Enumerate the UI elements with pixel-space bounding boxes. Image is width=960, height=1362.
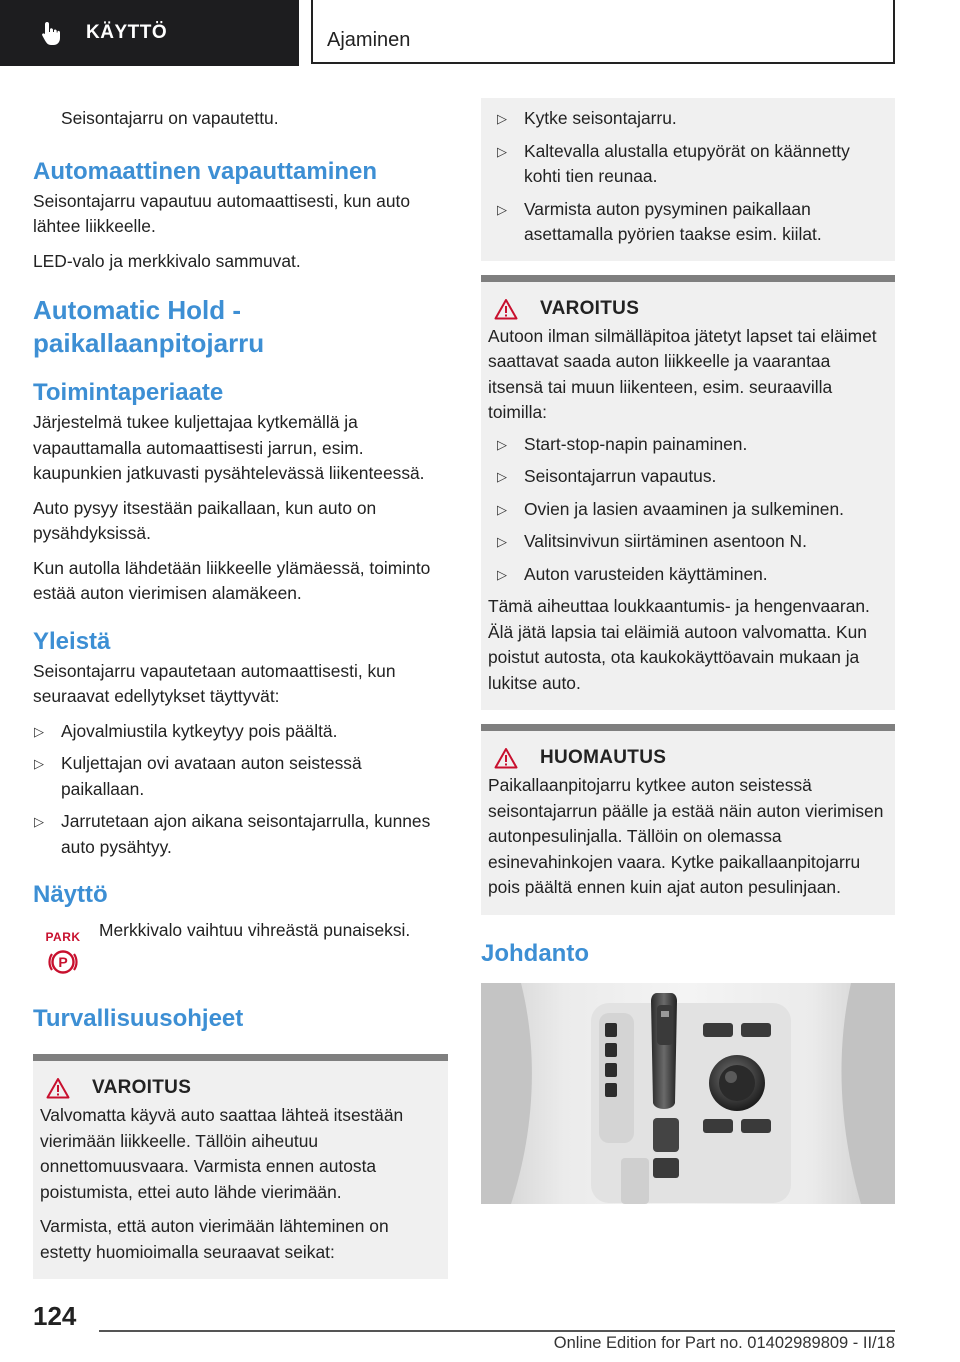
precautions-list xyxy=(496,106,887,248)
paragraph: Autoon ilman silmälläpitoa jätetyt lapset tai eläimet saattavat saada auton liikkeelle ja vaarantaa itsensä tai muun liikenteen, esim. seuraavilla toimilla: xyxy=(488,325,877,422)
paragraph: Seisontajarru vapautetaan automaattisesti, kun seuraavat edellytykset täyttyvät: xyxy=(33,660,396,706)
triangle-right-icon: ▷ xyxy=(497,436,507,452)
list-item: ▷ Varmista auton pysyminen paikallaan asettamalla pyörien taakse esim. kiilat. xyxy=(497,198,822,244)
heading-display: Näyttö xyxy=(33,881,108,908)
center-console-photo xyxy=(481,983,895,1204)
right-column xyxy=(481,98,895,1204)
warning-title: VAROITUS xyxy=(540,297,640,319)
heading-auto-release: Automaattinen vapauttaminen xyxy=(33,157,378,185)
heading-line: Automatic Hold - xyxy=(33,295,241,325)
triangle-right-icon: ▷ xyxy=(497,534,507,549)
heading-intro: Johdanto xyxy=(481,939,589,967)
warning-header xyxy=(40,1077,440,1099)
chapter-header xyxy=(311,0,895,64)
display-text: Merkkivalo vaihtuu vihreästä punaiseksi. xyxy=(99,920,411,940)
heading-safety: Turvallisuusohjeet xyxy=(33,1005,244,1032)
paragraph: Paikallaanpitojarru kytkee auton seistessä seisontajarrun päälle ja estää näin auton vierimisen autonpesulinjalla. Tällöin on olemassa esinevahinkojen vaara. Kytke paikallaanpitojarru pois päältä ennen kuin ajat auton pesulinjaan. xyxy=(488,775,884,897)
paragraph: Tämä aiheuttaa loukkaantumis- ja hengenvaaran. Älä jätä lapsia tai eläimiä autoon valvomatta. Kun poistut autosta, ota kaukokäyttöavain mukaan ja lukitse auto. xyxy=(488,596,870,693)
list-item: ▷ Start-stop-napin painaminen. xyxy=(496,432,887,458)
triangle-right-icon: ▷ xyxy=(497,469,507,484)
triangle-right-icon: ▷ xyxy=(34,756,44,771)
paragraph: Kun autolla lähdetään liikkeelle ylämäessä, toiminto estää auton vierimisen alamäkeen. xyxy=(33,557,431,603)
continued-warning-box xyxy=(481,98,895,261)
park-label: PARK xyxy=(45,930,81,944)
heading-general: Yleistä xyxy=(33,627,111,655)
triangle-right-icon: ▷ xyxy=(34,814,44,829)
list-item: ▷ Ovien ja lasien avaaminen ja sulkeminen. xyxy=(496,497,887,523)
notice-box xyxy=(481,724,895,915)
heading-principle: Toimintaperiaate xyxy=(33,379,224,406)
conditions-list xyxy=(33,719,448,861)
park-indicator-row xyxy=(33,918,448,978)
warning-header xyxy=(488,298,887,320)
svg-text:P: P xyxy=(58,954,68,970)
paragraph: Auto pysyy itsestään paikallaan, kun auto on pysähdyksissä. xyxy=(33,497,377,543)
heading-auto-hold xyxy=(33,294,448,360)
section-label: KÄYTTÖ xyxy=(86,22,168,43)
paragraph: Varmista, että auton vierimään lähteminen on estetty huomioimalla seuraavat seikat: xyxy=(40,1216,389,1262)
section-tab xyxy=(0,0,299,66)
paragraph: Valvomatta käyvä auto saattaa lähteä itsestään vierimään liikkeelle. Tällöin aiheutuu onnettomuusvaara. Varmista ennen autosta poistumista, ettei auto lähde vierimään. xyxy=(40,1105,404,1202)
heading-line: paikallaanpitojarru xyxy=(33,328,265,358)
child-warning-list xyxy=(496,432,887,588)
paragraph: Järjestelmä tukee kuljettajaa kytkemällä ja vapauttamalla automaattisesti jarrun, esim. kaupunkien jatkuvasti pysähtelevässä liikenteessä. xyxy=(33,412,425,483)
list-item: ▷ Auton varusteiden käyttäminen. xyxy=(496,562,887,588)
list-item: ▷ Kytke seisontajarru. xyxy=(496,106,887,132)
park-brake-icon xyxy=(33,918,93,978)
warning-triangle-icon xyxy=(46,1077,70,1099)
park-circle-icon xyxy=(47,946,79,978)
edition-text: Online Edition for Part no. 01402989809 - II/18 xyxy=(553,1334,895,1352)
warning-box xyxy=(33,1054,448,1279)
paragraph: LED-valo ja merkkivalo sammuvat. xyxy=(33,250,301,271)
triangle-right-icon: ▷ xyxy=(497,111,507,126)
list-item: ▷ Valitsinvivun siirtäminen asentoon N. xyxy=(496,529,887,555)
warning-triangle-icon xyxy=(494,747,518,769)
footer-divider xyxy=(99,1330,895,1332)
triangle-right-icon: ▷ xyxy=(497,566,507,582)
list-item: ▷ Kuljettajan ovi avataan auton seistessä paikallaan. xyxy=(34,753,362,799)
notice-header xyxy=(488,747,887,769)
triangle-right-icon: ▷ xyxy=(497,501,507,517)
center-console-illustration xyxy=(481,983,895,1204)
warning-title: VAROITUS xyxy=(92,1077,192,1098)
page-number: 124 xyxy=(33,1301,77,1331)
left-column xyxy=(33,98,448,1279)
list-item: ▷ Jarrutetaan ajon aikana seisontajarrulla, kunnes auto pysähtyy. xyxy=(34,811,431,857)
paragraph: Seisontajarru vapautuu automaattisesti, kun auto lähtee liikkeelle. xyxy=(33,190,411,236)
triangle-right-icon: ▷ xyxy=(497,201,507,217)
notice-title: HUOMAUTUS xyxy=(540,747,667,768)
warning-box xyxy=(481,275,895,711)
list-item: ▷ Seisontajarrun vapautus. xyxy=(496,464,887,490)
released-text: Seisontajarru on vapautettu. xyxy=(61,108,279,128)
triangle-right-icon: ▷ xyxy=(497,143,507,159)
triangle-right-icon: ▷ xyxy=(34,723,44,739)
list-item: ▷ Ajovalmiustila kytkeytyy pois päältä. xyxy=(33,719,448,745)
hand-pointer-icon xyxy=(38,19,66,47)
list-item: ▷ Kaltevalla alustalla etupyörät on käännetty kohti tien reunaa. xyxy=(497,140,850,186)
warning-triangle-icon xyxy=(494,298,518,320)
chapter-title: Ajaminen xyxy=(327,29,411,51)
